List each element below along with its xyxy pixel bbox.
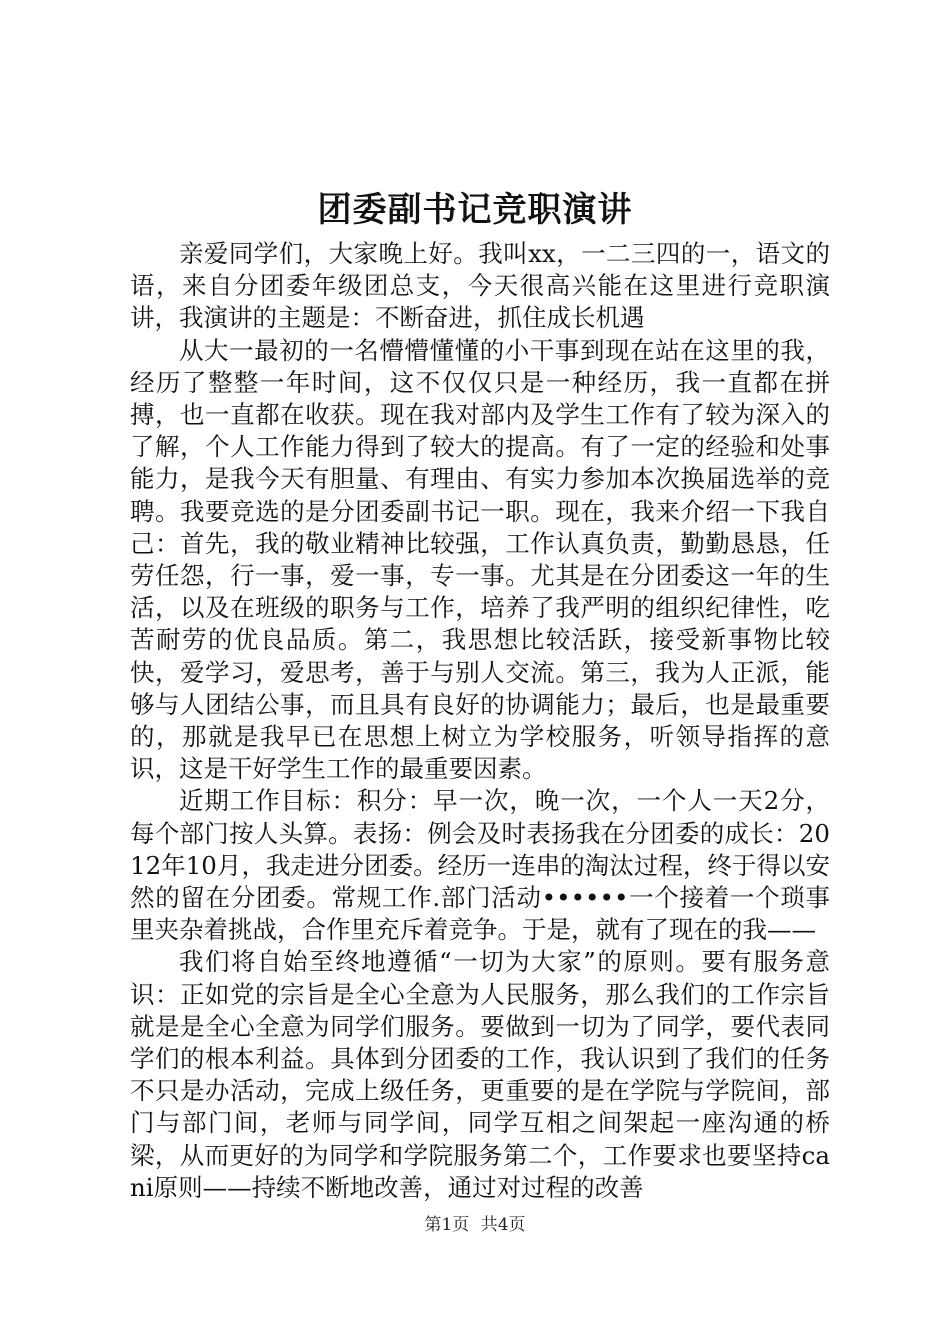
paragraph-principles: 我们将自始至终地遵循“一切为大家”的原则。要有服务意识：正如党的宗旨是全心全意为人民服务，那么我们的工作宗旨就是是全心全意为同学们服务。要做到一切为了同学，要代表同学们的根本利益。具体到分团委的工作，我认识到了我们的任务不只是办活动，完成上级任务，更重要的是在学院与学院间，部门与部门间，老师与同学间，同学互相之间架起一座沟通的桥梁，从而更好的为同学和学院服务第二个，工作要求也要坚持cani原则——持续不断地改善，通过对过程的改善 <box>130 947 830 1202</box>
page-total: 共4页 <box>480 1215 526 1235</box>
page-footer <box>0 1213 950 1237</box>
paragraph-greeting: 亲爱同学们，大家晚上好。我叫xx，一二三四的一，语文的语，来自分团委年级团总支，今天很高兴能在这里进行竞职演讲，我演讲的主题是：不断奋进，抓住成长机遇 <box>130 239 830 333</box>
paragraph-work-goals: 近期工作目标：积分：早一次，晚一次，一个人一天2分，每个部门按人头算。表扬：例会及时表扬我在分团委的成长：2012年10月，我走进分团委。经历一连串的淘汰过程，终于得以安然的留在分团委。常规工作.部门活动••••••一个接着一个琐事里夹杂着挑战，合作里充斥着竞争。于是，就有了现在的我—— <box>130 786 830 945</box>
document-body <box>130 238 830 1204</box>
page-number: 第1页 <box>424 1215 470 1235</box>
paragraph-self-introduction: 从大一最初的一名懵懵懂懂的小干事到现在站在这里的我，经历了整整一年时间，这不仅仅只是一种经历，我一直都在拼搏，也一直都在收获。现在我对部内及学生工作有了较为深入的了解，个人工作能力得到了较大的提高。有了一定的经验和处事能力，是我今天有胆量、有理由、有实力参加本次换届选举的竞聘。我要竞选的是分团委副书记一职。现在，我来介绍一下我自己：首先，我的敬业精神比较强，工作认真负责，勤勤恳恳，任劳任怨，行一事，爱一事，专一事。尤其是在分团委这一年的生活，以及在班级的职务与工作，培养了我严明的组织纪律性，吃苦耐劳的优良品质。第二，我思想比较活跃，接受新事物比较快，爱学习，爱思考，善于与别人交流。第三，我为人正派，能够与人团结公事，而且具有良好的协调能力；最后，也是最重要的，那就是我早已在思想上树立为学校服务，听领导指挥的意识，这是干好学生工作的最重要因素。 <box>130 335 830 784</box>
document-title: 团委副书记竞职演讲 <box>317 190 633 230</box>
